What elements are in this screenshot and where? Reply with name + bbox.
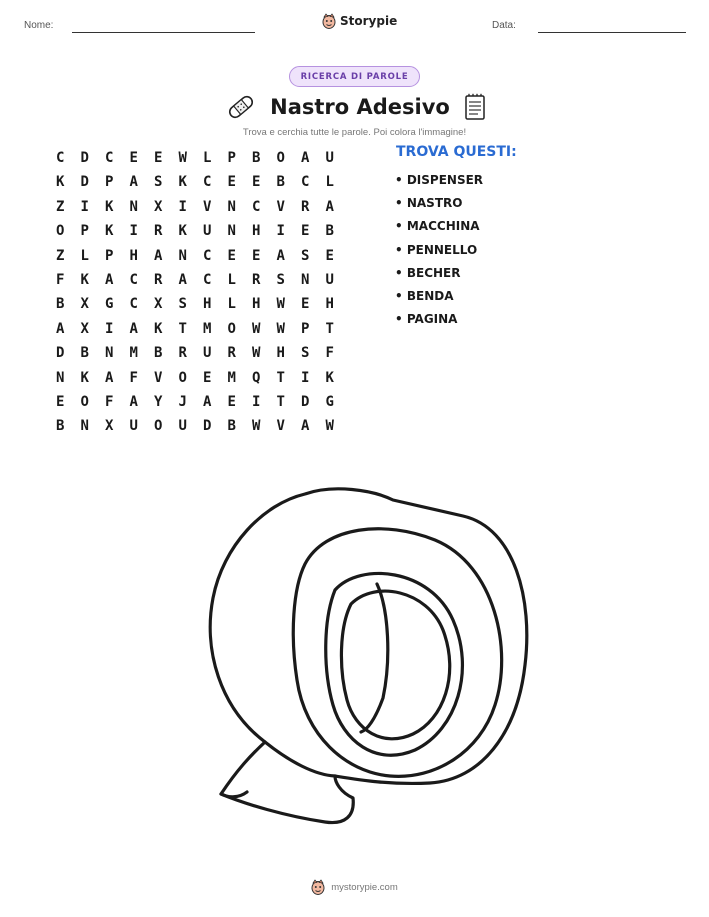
grid-letter[interactable]: S bbox=[276, 271, 285, 288]
grid-letter[interactable]: K bbox=[178, 174, 187, 191]
grid-letter[interactable]: L bbox=[203, 150, 212, 166]
title-row bbox=[216, 90, 496, 124]
grid-letter[interactable]: O bbox=[80, 393, 89, 410]
grid-letter[interactable]: F bbox=[105, 393, 114, 410]
grid-letter[interactable]: S bbox=[301, 345, 310, 362]
grid-letter[interactable]: E bbox=[129, 150, 138, 166]
grid-letter[interactable]: L bbox=[80, 247, 89, 264]
grid-letter[interactable]: K bbox=[325, 369, 334, 386]
grid-letter[interactable]: R bbox=[154, 223, 163, 240]
grid-letter[interactable]: E bbox=[154, 150, 163, 166]
grid-letter[interactable]: D bbox=[56, 345, 65, 362]
grid-letter[interactable]: D bbox=[301, 393, 310, 410]
grid-letter[interactable]: R bbox=[178, 345, 187, 362]
grid-letter[interactable]: O bbox=[154, 418, 163, 435]
footer bbox=[0, 879, 709, 895]
grid-letter[interactable]: L bbox=[325, 174, 334, 191]
grid-letter[interactable]: K bbox=[178, 223, 187, 240]
grid-letter[interactable]: I bbox=[252, 393, 261, 410]
grid-letter[interactable]: O bbox=[227, 320, 236, 337]
grid-letter[interactable]: E bbox=[252, 174, 261, 191]
grid-letter[interactable]: B bbox=[227, 418, 236, 435]
grid-letter[interactable]: N bbox=[105, 345, 114, 362]
grid-letter[interactable]: S bbox=[154, 174, 163, 191]
grid-letter[interactable]: A bbox=[301, 150, 310, 166]
word-list-item: • PAGINA bbox=[395, 312, 458, 327]
grid-letter[interactable]: U bbox=[325, 271, 334, 288]
grid-letter[interactable]: W bbox=[252, 418, 261, 435]
grid-letter[interactable]: Z bbox=[56, 198, 65, 215]
grid-letter[interactable]: U bbox=[203, 223, 212, 240]
word-list-item: • DISPENSER bbox=[395, 173, 484, 187]
word-list-item: • BENDA bbox=[395, 288, 454, 303]
grid-letter[interactable]: B bbox=[56, 296, 65, 313]
grid-letter[interactable]: D bbox=[80, 150, 89, 166]
word-list bbox=[395, 171, 483, 333]
grid-letter[interactable]: H bbox=[325, 296, 334, 313]
grid-letter[interactable]: A bbox=[56, 320, 65, 337]
grid-letter[interactable]: W bbox=[252, 345, 261, 362]
grid-letter[interactable]: M bbox=[129, 345, 138, 362]
grid-letter[interactable]: M bbox=[227, 369, 236, 386]
grid-letter[interactable]: Q bbox=[252, 369, 261, 386]
grid-letter[interactable]: R bbox=[154, 271, 163, 288]
word-list-item: • BECHER bbox=[395, 265, 461, 280]
date-label: Data: bbox=[492, 20, 516, 31]
grid-letter[interactable]: N bbox=[227, 198, 236, 215]
grid-letter[interactable]: T bbox=[178, 320, 187, 337]
grid-letter[interactable]: O bbox=[56, 223, 65, 240]
word-list-item: • MACCHINA bbox=[395, 219, 480, 234]
grid-letter[interactable]: V bbox=[276, 418, 285, 435]
grid-letter[interactable]: P bbox=[227, 150, 236, 166]
grid-letter[interactable]: B bbox=[154, 345, 163, 362]
grid-letter[interactable]: K bbox=[80, 271, 89, 288]
grid-letter[interactable]: W bbox=[178, 150, 187, 166]
grid-letter[interactable]: F bbox=[56, 271, 65, 288]
storypie-mascot-icon bbox=[322, 13, 336, 29]
word-list-item: • PENNELLO bbox=[395, 242, 478, 257]
page-title: Nastro Adesivo bbox=[270, 95, 450, 119]
grid-letter[interactable]: B bbox=[276, 174, 285, 191]
grid-letter[interactable]: D bbox=[203, 418, 212, 435]
grid-letter[interactable]: N bbox=[80, 418, 89, 435]
grid-letter[interactable]: C bbox=[203, 247, 212, 264]
grid-letter[interactable]: W bbox=[325, 418, 334, 435]
grid-letter[interactable]: I bbox=[80, 198, 89, 215]
grid-letter[interactable]: N bbox=[129, 198, 138, 215]
grid-letter[interactable]: V bbox=[154, 369, 163, 386]
grid-letter[interactable]: Z bbox=[56, 247, 65, 264]
grid-letter[interactable]: X bbox=[154, 296, 163, 313]
grid-letter[interactable]: K bbox=[105, 223, 114, 240]
grid-letter[interactable]: H bbox=[252, 296, 261, 313]
brand-logo bbox=[322, 13, 397, 29]
grid-letter[interactable]: N bbox=[56, 369, 65, 386]
grid-letter[interactable]: B bbox=[252, 150, 261, 166]
grid-letter[interactable]: A bbox=[325, 198, 334, 215]
grid-letter[interactable]: O bbox=[178, 369, 187, 386]
grid-letter[interactable]: C bbox=[203, 174, 212, 191]
instructions: Trova e cerchia tutte le parole. Poi colora l'immagine! bbox=[242, 127, 467, 138]
grid-letter[interactable]: N bbox=[178, 247, 187, 264]
grid-letter[interactable]: W bbox=[276, 320, 285, 337]
grid-letter[interactable]: K bbox=[154, 320, 163, 337]
grid-letter[interactable]: E bbox=[301, 296, 310, 313]
grid-letter[interactable]: A bbox=[105, 369, 114, 386]
grid-letter[interactable]: L bbox=[227, 296, 236, 313]
grid-letter[interactable]: C bbox=[129, 296, 138, 313]
grid-letter[interactable]: H bbox=[129, 247, 138, 264]
word-list-item: • NASTRO bbox=[395, 196, 463, 211]
word-list-heading: TROVA QUESTI: bbox=[396, 144, 517, 160]
grid-letter[interactable]: A bbox=[178, 271, 187, 288]
grid-letter[interactable]: R bbox=[227, 345, 236, 362]
grid-letter[interactable]: R bbox=[252, 271, 261, 288]
grid-letter[interactable]: Y bbox=[154, 393, 163, 410]
grid-letter[interactable]: C bbox=[105, 150, 114, 166]
grid-letter[interactable]: N bbox=[301, 271, 310, 288]
grid-letter[interactable]: G bbox=[105, 296, 114, 313]
grid-letter[interactable]: R bbox=[301, 198, 310, 215]
grid-letter[interactable]: X bbox=[80, 320, 89, 337]
grid-letter[interactable]: C bbox=[56, 150, 65, 166]
grid-letter[interactable]: I bbox=[178, 198, 187, 215]
grid-letter[interactable]: E bbox=[301, 223, 310, 240]
grid-letter[interactable]: T bbox=[276, 393, 285, 410]
grid-letter[interactable]: H bbox=[276, 345, 285, 362]
notepad-icon bbox=[464, 93, 486, 121]
grid-letter[interactable]: U bbox=[129, 418, 138, 435]
grid-letter[interactable]: A bbox=[105, 271, 114, 288]
grid-letter[interactable]: E bbox=[227, 393, 236, 410]
grid-letter[interactable]: S bbox=[178, 296, 187, 313]
bandage-icon bbox=[226, 92, 256, 122]
grid-letter[interactable]: I bbox=[129, 223, 138, 240]
grid-letter[interactable]: I bbox=[276, 223, 285, 240]
grid-letter[interactable]: U bbox=[203, 345, 212, 362]
grid-letter[interactable]: V bbox=[276, 198, 285, 215]
grid-letter[interactable]: J bbox=[178, 393, 187, 410]
grid-letter[interactable]: E bbox=[325, 247, 334, 264]
grid-letter[interactable]: P bbox=[105, 247, 114, 264]
grid-letter[interactable]: P bbox=[80, 223, 89, 240]
tape-roll-illustration[interactable] bbox=[195, 480, 535, 825]
category-badge: RICERCA DI PAROLE bbox=[289, 66, 420, 87]
grid-letter[interactable]: F bbox=[325, 345, 334, 362]
grid-letter[interactable]: P bbox=[301, 320, 310, 337]
grid-letter[interactable]: C bbox=[252, 198, 261, 215]
grid-letter[interactable]: E bbox=[203, 369, 212, 386]
grid-letter[interactable]: F bbox=[129, 369, 138, 386]
grid-letter[interactable]: K bbox=[80, 369, 89, 386]
grid-letter[interactable]: X bbox=[80, 296, 89, 313]
storypie-mascot-icon bbox=[311, 879, 325, 895]
grid-letter[interactable]: S bbox=[301, 247, 310, 264]
grid-letter[interactable]: L bbox=[227, 271, 236, 288]
grid-letter[interactable]: U bbox=[325, 150, 334, 166]
grid-letter[interactable]: C bbox=[203, 271, 212, 288]
grid-letter[interactable]: E bbox=[227, 174, 236, 191]
grid-letter[interactable]: I bbox=[105, 320, 114, 337]
grid-letter[interactable]: B bbox=[56, 418, 65, 435]
grid-letter[interactable]: X bbox=[105, 418, 114, 435]
grid-letter[interactable]: O bbox=[276, 150, 285, 166]
grid-letter[interactable]: P bbox=[105, 174, 114, 191]
grid-letter[interactable]: G bbox=[325, 393, 334, 410]
grid-letter[interactable]: W bbox=[276, 296, 285, 313]
brand-name: Storypie bbox=[340, 14, 398, 28]
grid-letter[interactable]: B bbox=[80, 345, 89, 362]
grid-letter[interactable]: T bbox=[325, 320, 334, 337]
grid-letter[interactable]: W bbox=[252, 320, 261, 337]
grid-letter[interactable]: A bbox=[129, 320, 138, 337]
grid-letter[interactable]: X bbox=[154, 198, 163, 215]
name-label: Nome: bbox=[24, 20, 54, 31]
grid-letter[interactable]: A bbox=[276, 247, 285, 264]
footer-url[interactable]: mystorypie.com bbox=[331, 881, 398, 893]
grid-letter[interactable]: C bbox=[129, 271, 138, 288]
grid-letter[interactable]: E bbox=[252, 247, 261, 264]
grid-letter[interactable]: A bbox=[154, 247, 163, 264]
grid-letter[interactable]: C bbox=[301, 174, 310, 191]
grid-letter[interactable]: H bbox=[203, 296, 212, 313]
name-line[interactable] bbox=[72, 32, 255, 33]
word-search-grid[interactable] bbox=[48, 146, 342, 439]
grid-letter[interactable]: H bbox=[252, 223, 261, 240]
grid-letter[interactable]: V bbox=[203, 198, 212, 215]
grid-letter[interactable]: T bbox=[276, 369, 285, 386]
grid-letter[interactable]: E bbox=[227, 247, 236, 264]
grid-letter[interactable]: I bbox=[301, 369, 310, 386]
grid-letter[interactable]: M bbox=[203, 320, 212, 337]
grid-letter[interactable]: K bbox=[105, 198, 114, 215]
grid-letter[interactable]: K bbox=[56, 174, 65, 191]
grid-letter[interactable]: D bbox=[80, 174, 89, 191]
grid-letter[interactable]: E bbox=[56, 393, 65, 410]
grid-letter[interactable]: A bbox=[203, 393, 212, 410]
grid-letter[interactable]: A bbox=[129, 174, 138, 191]
grid-letter[interactable]: U bbox=[178, 418, 187, 435]
grid-letter[interactable]: A bbox=[129, 393, 138, 410]
date-line[interactable] bbox=[538, 32, 686, 33]
grid-letter[interactable]: B bbox=[325, 223, 334, 240]
grid-letter[interactable]: A bbox=[301, 418, 310, 435]
grid-letter[interactable]: N bbox=[227, 223, 236, 240]
